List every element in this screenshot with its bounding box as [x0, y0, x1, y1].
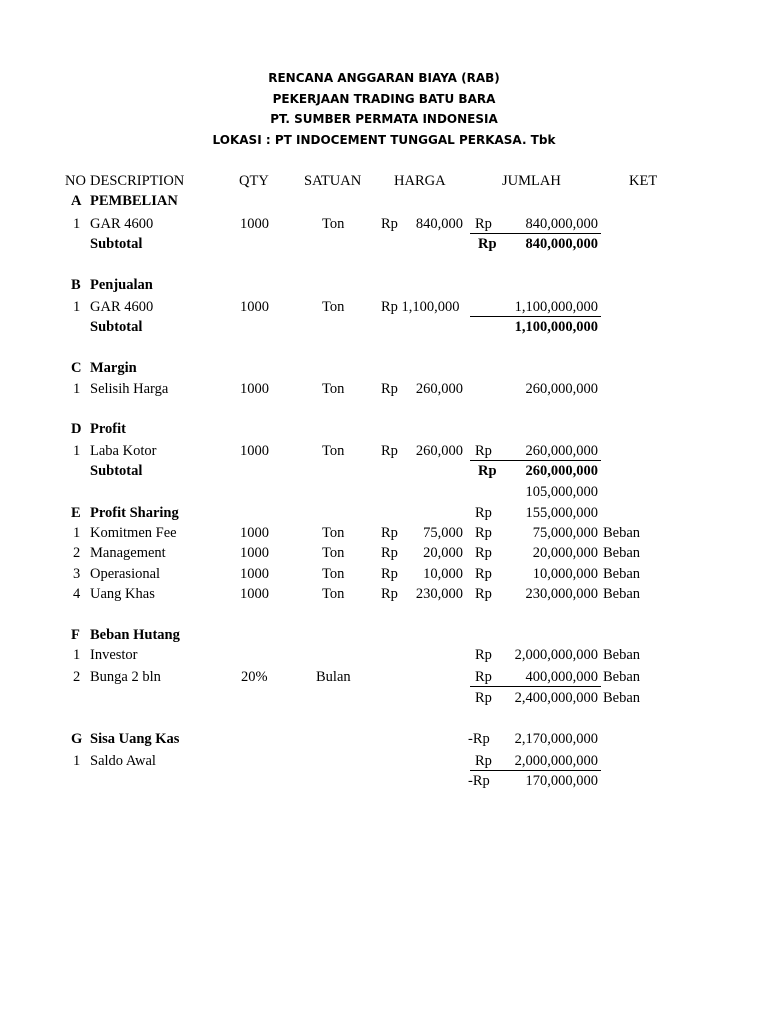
- col-satuan: SATUAN: [304, 173, 362, 189]
- row-jumlah: 10,000,000: [532, 566, 598, 582]
- row-qty: 1000: [240, 545, 269, 561]
- row-ket: Beban: [603, 566, 641, 582]
- row-qty: 1000: [240, 381, 269, 397]
- row-desc: Selisih Harga: [90, 381, 169, 397]
- section-letter: E: [71, 505, 81, 521]
- row-desc: Laba Kotor: [90, 443, 157, 459]
- row-ket: Beban: [603, 669, 641, 685]
- section-title: Penjualan: [90, 277, 153, 293]
- row-jumlah-rp: Rp: [475, 566, 492, 582]
- section-title: Beban Hutang: [90, 627, 180, 643]
- row-desc: Operasional: [90, 566, 161, 582]
- row-no: 3: [73, 566, 81, 582]
- row-qty: 1000: [240, 586, 269, 602]
- row-no: 1: [73, 299, 81, 315]
- row-jumlah-rp: Rp: [475, 525, 492, 541]
- subtotal-label: Subtotal: [90, 236, 143, 252]
- total-ket: Beban: [603, 690, 641, 706]
- row-harga: 840,000: [415, 216, 463, 232]
- row-jumlah-rp: Rp: [475, 216, 492, 232]
- row-jumlah-rp: Rp: [475, 545, 492, 561]
- row-harga-rp: Rp: [381, 586, 398, 602]
- row-satuan: Ton: [322, 381, 345, 397]
- row-qty: 1000: [240, 299, 269, 315]
- row-qty: 20%: [241, 669, 268, 685]
- final-value: 170,000,000: [525, 773, 598, 789]
- row-satuan: Ton: [322, 586, 345, 602]
- subtotal-rp: Rp: [478, 463, 497, 479]
- row-ket: Beban: [603, 525, 641, 541]
- section-title: Profit Sharing: [90, 505, 179, 521]
- row-harga-rp: Rp: [381, 443, 398, 459]
- subtotal-label: Subtotal: [90, 319, 143, 335]
- row-satuan: Ton: [322, 525, 345, 541]
- row-harga-rp: Rp: [381, 216, 398, 232]
- row-ket: Beban: [603, 647, 641, 663]
- subtotal-rp: Rp: [478, 236, 497, 252]
- row-jumlah: 75,000,000: [532, 525, 598, 541]
- row-no: 1: [73, 216, 81, 232]
- sum-underline: [470, 460, 601, 461]
- row-jumlah: 2,000,000,000: [514, 753, 598, 769]
- row-harga: 75,000: [423, 525, 463, 541]
- sum-underline: [470, 316, 601, 317]
- col-harga: HARGA: [394, 173, 446, 189]
- total-rp: Rp: [475, 690, 492, 706]
- row-no: 1: [73, 753, 81, 769]
- section-total-rp: Rp: [475, 505, 492, 521]
- section-total: 155,000,000: [525, 505, 598, 521]
- row-desc: Komitmen Fee: [90, 525, 177, 541]
- row-desc: Saldo Awal: [90, 753, 156, 769]
- row-satuan: Ton: [322, 566, 345, 582]
- row-desc: Investor: [90, 647, 138, 663]
- row-satuan: Bulan: [316, 669, 351, 685]
- section-letter: F: [71, 627, 80, 643]
- row-desc: Bunga 2 bln: [90, 669, 161, 685]
- col-jumlah: JUMLAH: [502, 173, 561, 189]
- row-no: 1: [73, 525, 81, 541]
- section-title: Margin: [90, 360, 137, 376]
- row-jumlah: 230,000,000: [525, 586, 598, 602]
- row-harga: 230,000: [415, 586, 463, 602]
- row-jumlah-rp: Rp: [475, 443, 492, 459]
- row-jumlah-rp: Rp: [475, 669, 492, 685]
- col-qty: QTY: [239, 173, 269, 189]
- row-harga: 260,000: [415, 381, 463, 397]
- subtotal-value: 260,000,000: [525, 463, 598, 479]
- col-no: NO: [65, 173, 86, 189]
- row-jumlah-rp: Rp: [475, 753, 492, 769]
- row-no: 4: [73, 586, 81, 602]
- row-satuan: Ton: [322, 216, 345, 232]
- row-satuan: Ton: [322, 545, 345, 561]
- row-ket: Beban: [603, 545, 641, 561]
- location-line: LOKASI : PT INDOCEMENT TUNGGAL PERKASA. Tbk: [212, 133, 556, 147]
- row-desc: GAR 4600: [90, 299, 154, 315]
- section-letter: G: [71, 731, 83, 747]
- row-no: 2: [73, 669, 81, 685]
- row-harga: 10,000: [423, 566, 463, 582]
- row-harga: 260,000: [415, 443, 463, 459]
- section-letter: B: [71, 277, 81, 293]
- row-no: 2: [73, 545, 81, 561]
- row-desc: Uang Khas: [90, 586, 155, 602]
- row-qty: 1000: [240, 216, 269, 232]
- subtotal-label: Subtotal: [90, 463, 143, 479]
- section-title: Profit: [90, 421, 126, 437]
- row-desc: Management: [90, 545, 166, 561]
- row-jumlah: 400,000,000: [525, 669, 598, 685]
- row-jumlah-rp: Rp: [475, 647, 492, 663]
- row-ket: Beban: [603, 586, 641, 602]
- row-harga-rp: Rp: [381, 525, 398, 541]
- row-desc: GAR 4600: [90, 216, 154, 232]
- row-no: 1: [73, 647, 81, 663]
- row-satuan: Ton: [322, 443, 345, 459]
- sum-underline: [470, 233, 601, 234]
- row-harga: Rp 1,100,000: [381, 299, 460, 315]
- section-total-rp: -Rp: [468, 731, 490, 747]
- row-jumlah-rp: Rp: [475, 586, 492, 602]
- row-harga-rp: Rp: [381, 381, 398, 397]
- company-name: PT. SUMBER PERMATA INDONESIA: [270, 112, 498, 126]
- col-description: DESCRIPTION: [90, 173, 185, 189]
- row-qty: 1000: [240, 566, 269, 582]
- row-harga-rp: Rp: [381, 566, 398, 582]
- row-jumlah: 20,000,000: [532, 545, 598, 561]
- row-harga: 20,000: [423, 545, 463, 561]
- row-jumlah: 260,000,000: [525, 381, 598, 397]
- row-jumlah: 260,000,000: [525, 443, 598, 459]
- section-letter: D: [71, 421, 82, 437]
- doc-subtitle: PEKERJAAN TRADING BATU BARA: [272, 92, 496, 106]
- row-no: 1: [73, 381, 81, 397]
- row-jumlah: 2,000,000,000: [514, 647, 598, 663]
- section-title: Sisa Uang Kas: [90, 731, 180, 747]
- row-qty: 1000: [240, 443, 269, 459]
- row-no: 1: [73, 443, 81, 459]
- sum-underline: [470, 686, 601, 687]
- extra-value: 105,000,000: [525, 484, 598, 500]
- row-harga-rp: Rp: [381, 545, 398, 561]
- row-satuan: Ton: [322, 299, 345, 315]
- section-letter: C: [71, 360, 82, 376]
- final-rp: -Rp: [468, 773, 490, 789]
- section-letter: A: [71, 193, 82, 209]
- sum-underline: [470, 770, 601, 771]
- section-total: 2,170,000,000: [514, 731, 598, 747]
- subtotal-value: 1,100,000,000: [514, 319, 598, 335]
- row-qty: 1000: [240, 525, 269, 541]
- row-jumlah: 1,100,000,000: [514, 299, 598, 315]
- row-jumlah: 840,000,000: [525, 216, 598, 232]
- col-ket: KET: [629, 173, 658, 189]
- doc-title: RENCANA ANGGARAN BIAYA (RAB): [268, 71, 500, 85]
- total-value: 2,400,000,000: [514, 690, 598, 706]
- section-title: PEMBELIAN: [90, 193, 178, 209]
- subtotal-value: 840,000,000: [525, 236, 598, 252]
